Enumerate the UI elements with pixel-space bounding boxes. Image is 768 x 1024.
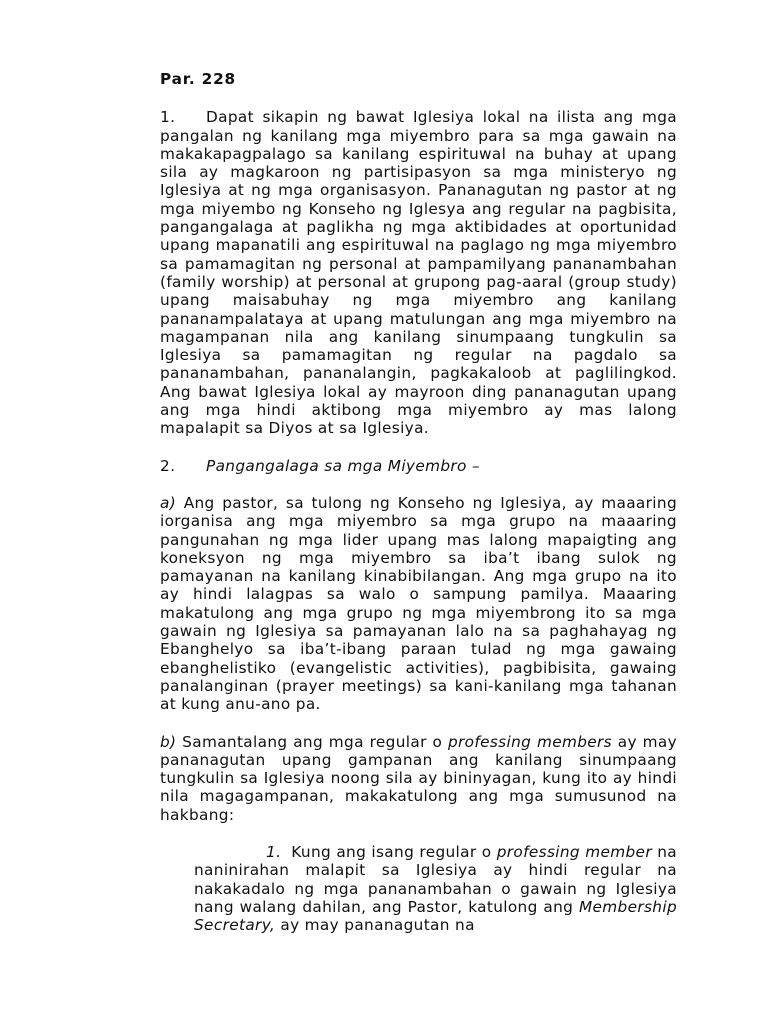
document-page (160, 70, 677, 934)
subparagraph-b-item-1-term-2: Membership Secretary, (194, 897, 677, 935)
subparagraph-b-item-1-text-after: ay may pananagutan na (280, 916, 475, 935)
paragraph-2-heading (160, 457, 677, 475)
subparagraph-b-item-1-number: 1. (266, 842, 282, 861)
subparagraph-b-text-after: ay may pananagutan upang gampanan ang kanilang sinumpaang tungkulin sa Iglesiya noong sila ay bininyagan, kung ito ay hindi nila magagampanan, makakatulong ang mga sumusunod na hakbang: (160, 732, 678, 824)
subparagraph-b-item-1-term: professing member (496, 842, 652, 861)
subparagraph-a-marker: a) (160, 493, 177, 512)
paragraph-1 (160, 108, 677, 437)
subparagraph-b-item-1-text-middle: na naninirahan malapit sa Iglesiya ay hindi regular na nakakadalo ng mga pananambahan o gawain ng Iglesiya nang walang dahilan, ang Pastor, katulong ang (194, 842, 677, 916)
subparagraph-b-item-1-text-before: Kung ang isang regular o (291, 842, 492, 861)
section-heading: Par. 228 (160, 70, 236, 88)
subparagraph-a (160, 494, 677, 714)
paragraph-2-number: 2. (160, 456, 176, 475)
subparagraph-a-text: Ang pastor, sa tulong ng Konseho ng Iglesiya, ay maaaring iorganisa ang mga miyembro sa mga grupo na maaaring pangunahan ng mga lider upang mas lalong mapaigting ang koneksyon ng mga miyembro sa iba’t ibang sulok ng pamayanan na kanilang kinabibilangan. Ang mga grupo na ito ay hindi lalagpas sa walo o sampung pamilya. Maaaring makatulong ang mga grupo ng mga miyembrong ito sa mga gawain ng Iglesiya sa pamayanan lalo na sa paghahayag ng Ebanghelyo sa iba’t-ibang paraan tulad ng mga gawaing ebanghelistiko (evangelistic activities), pagbibisita, gawaing panalanginan (prayer meetings) sa kani-kanilang mga tahanan at kung anu-ano pa. (160, 493, 677, 714)
paragraph-1-text: Dapat sikapin ng bawat Iglesiya lokal na ilista ang mga pangalan ng kanilang mga miyembro para sa mga gawain na makakapagpalago sa kanilang espirituwal na buhay at upang sila ay magkaroon ng partisipasyon sa mga ministeryo ng Iglesiya at ng mga organisasyon. Pananagutan ng pastor at ng mga miyembo ng Konseho ng Iglesya ang regular na pagbisita, pangangalaga at paglikha ng mga aktibidades at oportunidad upang mapanatili ang espirituwal na paglago ng mga miyembro sa pamamagitan ng personal at pampamilyang pananambahan (family worship) at personal at grupong pag-aaral (group study) upang maisabuhay ng mga miyembro ang kanilang pananampalataya at upang matulungan ang mga miyembro na magampanan nila ang kanilang sinumpaang tungkulin sa Iglesiya sa pamamagitan ng regular na pagdalo sa pananambahan, pananalangin, pagkakaloob at paglilingkod. Ang bawat Iglesiya lokal ay mayroon ding pananagutan upang ang mga hindi aktibong mga miyembro ay mas lalong mapalapit sa Diyos at sa Iglesiya. (160, 108, 677, 438)
subparagraph-b-text-before: Samantalang ang mga regular o (182, 732, 443, 751)
subparagraph-b-marker: b) (160, 732, 177, 751)
paragraph-2-title: Pangangalaga sa mga Miyembro – (206, 456, 480, 475)
paragraph-1-number: 1. (160, 108, 176, 127)
subparagraph-b-item-1 (194, 843, 677, 934)
subparagraph-b-term: professing members (447, 732, 612, 751)
subparagraph-b (160, 733, 677, 824)
